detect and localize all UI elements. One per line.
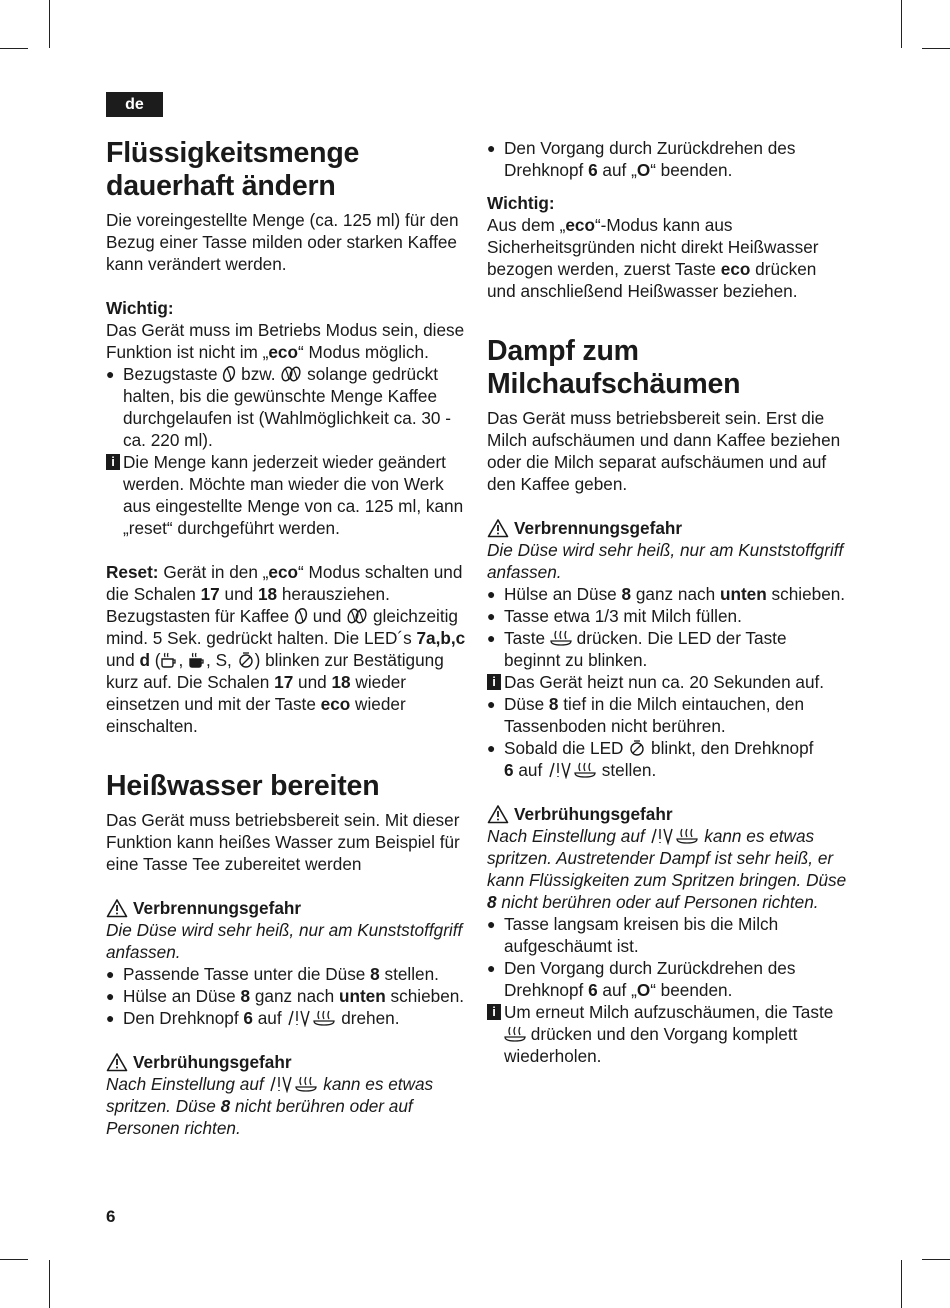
- dampf-intro: Das Gerät muss betriebsbereit sein. Erst die Milch aufschäumen und dann Kaffee beziehen oder die Milch separat aufschäumen und auf den Kaffee geben.: [487, 408, 841, 494]
- crop-mark: [0, 48, 28, 49]
- instruction-list: [487, 583, 847, 671]
- warning-heading: Verbrennungsgefahr: [106, 897, 468, 919]
- wichtig-label: Wichtig:: [106, 298, 174, 318]
- warning-text: Die Düse wird sehr heiß, nur am Kunststoffgriff anfassen.: [106, 920, 463, 962]
- list-item: ● Tasse langsam kreisen bis die Milch aufgeschäumt ist.: [487, 913, 847, 957]
- wichtig-text: Aus dem „eco“-Modus kann aus Sicherheitsgründen nicht direkt Heißwasser bezogen werden, zuerst Taste eco drücken und anschließend Heißwasser beziehen.: [487, 215, 819, 301]
- list-item: ● Passende Tasse unter die Düse 8 stellen.: [106, 963, 468, 985]
- instruction-list: [487, 693, 847, 781]
- title-line: Dampf zum: [487, 335, 639, 367]
- coffee-bean-single-icon: [222, 365, 236, 383]
- wichtig-label: Wichtig:: [487, 193, 555, 213]
- title-line: dauerhaft ändern: [106, 170, 336, 202]
- crop-mark: [49, 1260, 50, 1308]
- steam-icon: [550, 629, 572, 647]
- section-title-fluessigkeitsmenge: [106, 137, 468, 203]
- warning-heading: Verbrühungsgefahr: [487, 803, 847, 825]
- section-title-dampf: [487, 335, 847, 401]
- instruction-list: [487, 913, 847, 1001]
- warning-triangle-icon: [106, 1052, 128, 1072]
- list-item: ● Bezugstaste bzw. solange gedrückt halten, bis die gewünschte Menge Kaffee durchgelaufen ist (Wahlmöglichkeit ca. 30 - ca. 220 ml).: [106, 363, 468, 451]
- right-column: [487, 137, 847, 1067]
- list-item: ● Den Vorgang durch Zurückdrehen des Drehknopf 6 auf „O“ beenden.: [487, 137, 847, 181]
- crop-mark: [901, 0, 902, 48]
- list-item: ● Den Drehknopf 6 auf drehen.: [106, 1007, 468, 1029]
- hotwater-steam-dial-icon: [649, 827, 699, 845]
- cup-icon: [188, 651, 206, 669]
- warning-triangle-icon: [487, 804, 509, 824]
- crop-mark: [922, 1259, 950, 1260]
- section-title-heisswasser: Heißwasser bereiten: [106, 770, 380, 802]
- intro-text: Die voreingestellte Menge (ca. 125 ml) für den Bezug einer Tasse milden oder starken Kaffee kann verändert werden.: [106, 210, 459, 274]
- list-item: ● Hülse an Düse 8 ganz nach unten schieben.: [487, 583, 847, 605]
- steam-icon: [504, 1025, 526, 1043]
- warning-triangle-icon: [487, 518, 509, 538]
- title-line: Milchaufschäumen: [487, 368, 741, 400]
- warning-text: Die Düse wird sehr heiß, nur am Kunststoffgriff anfassen.: [487, 540, 844, 582]
- warning-text: Nach Einstellung auf kann es etwas spritzen. Düse 8 nicht berühren oder auf Personen richten.: [106, 1074, 434, 1138]
- list-item: ● Den Vorgang durch Zurückdrehen des Drehknopf 6 auf „O“ beenden.: [487, 957, 847, 1001]
- warning-heading: Verbrühungsgefahr: [106, 1051, 468, 1073]
- page-number: 6: [106, 1207, 116, 1226]
- reset-text: Reset: Gerät in den „eco“ Modus schalten und die Schalen 17 und 18 herausziehen. Bezugstasten für Kaffee und gleichzeitig mind. 5 Sek. gedrückt halten. Die LED´s 7a,b,c und d ( , , S, ) blinken zur Bestätigung kurz auf. Die Schalen 17 und 18 wieder einsetzen und mit der Taste eco wieder einschalten.: [106, 562, 466, 736]
- instruction-list: [487, 137, 847, 181]
- list-item: ● Hülse an Düse 8 ganz nach unten schieben.: [106, 985, 468, 1007]
- info-note: i Das Gerät heizt nun ca. 20 Sekunden auf.: [487, 671, 847, 693]
- descale-icon: [628, 739, 646, 757]
- coffee-bean-double-icon: [280, 365, 302, 383]
- info-note: i Die Menge kann jederzeit wieder geändert werden. Möchte man wieder die von Werk aus eingestellte Menge von ca. 125 ml, kann „reset“ durchgeführt werden.: [106, 451, 468, 539]
- coffee-bean-double-icon: [346, 607, 368, 625]
- hotwater-steam-dial-icon: [547, 761, 597, 779]
- crop-mark: [0, 1259, 28, 1260]
- info-note: i Um erneut Milch aufzuschäumen, die Taste drücken und den Vorgang komplett wiederholen.: [487, 1001, 847, 1067]
- list-item: ● Taste drücken. Die LED der Taste beginnt zu blinken.: [487, 627, 847, 671]
- s-glyph: S: [215, 650, 228, 670]
- warning-text: Nach Einstellung auf kann es etwas spritzen. Austretender Dampf ist sehr heiß, er kann Flüssigkeiten zum Spritzen bringen. Düse 8 nicht berühren oder auf Personen richten.: [487, 826, 847, 912]
- hotwater-steam-dial-icon: [268, 1075, 318, 1093]
- wichtig-text: Das Gerät muss im Betriebs Modus sein, diese Funktion ist nicht im „eco“ Modus möglich.: [106, 320, 465, 362]
- instruction-list: [106, 963, 468, 1029]
- title-line: Flüssigkeitsmenge: [106, 137, 360, 169]
- info-icon: i: [106, 454, 120, 470]
- descale-icon: [237, 651, 255, 669]
- warning-triangle-icon: [106, 898, 128, 918]
- crop-mark: [901, 1260, 902, 1308]
- coffee-bean-single-icon: [294, 607, 308, 625]
- warning-heading: Verbrennungsgefahr: [487, 517, 847, 539]
- hotwater-steam-dial-icon: [286, 1009, 336, 1027]
- left-column: [106, 137, 468, 1139]
- crop-mark: [49, 0, 50, 48]
- cup-icon: [160, 651, 178, 669]
- hw-intro: Das Gerät muss betriebsbereit sein. Mit dieser Funktion kann heißes Wasser zum Beispiel für eine Tasse Tee zubereitet werden: [106, 810, 460, 874]
- language-tag: de: [106, 92, 163, 117]
- instruction-list: [106, 363, 468, 451]
- list-item: ● Düse 8 tief in die Milch eintauchen, den Tassenboden nicht berühren.: [487, 693, 847, 737]
- list-item: ● Sobald die LED blinkt, den Drehknopf 6 auf stellen.: [487, 737, 847, 781]
- info-icon: i: [487, 1004, 501, 1020]
- list-item: ● Tasse etwa 1/3 mit Milch füllen.: [487, 605, 847, 627]
- info-icon: i: [487, 674, 501, 690]
- crop-mark: [922, 48, 950, 49]
